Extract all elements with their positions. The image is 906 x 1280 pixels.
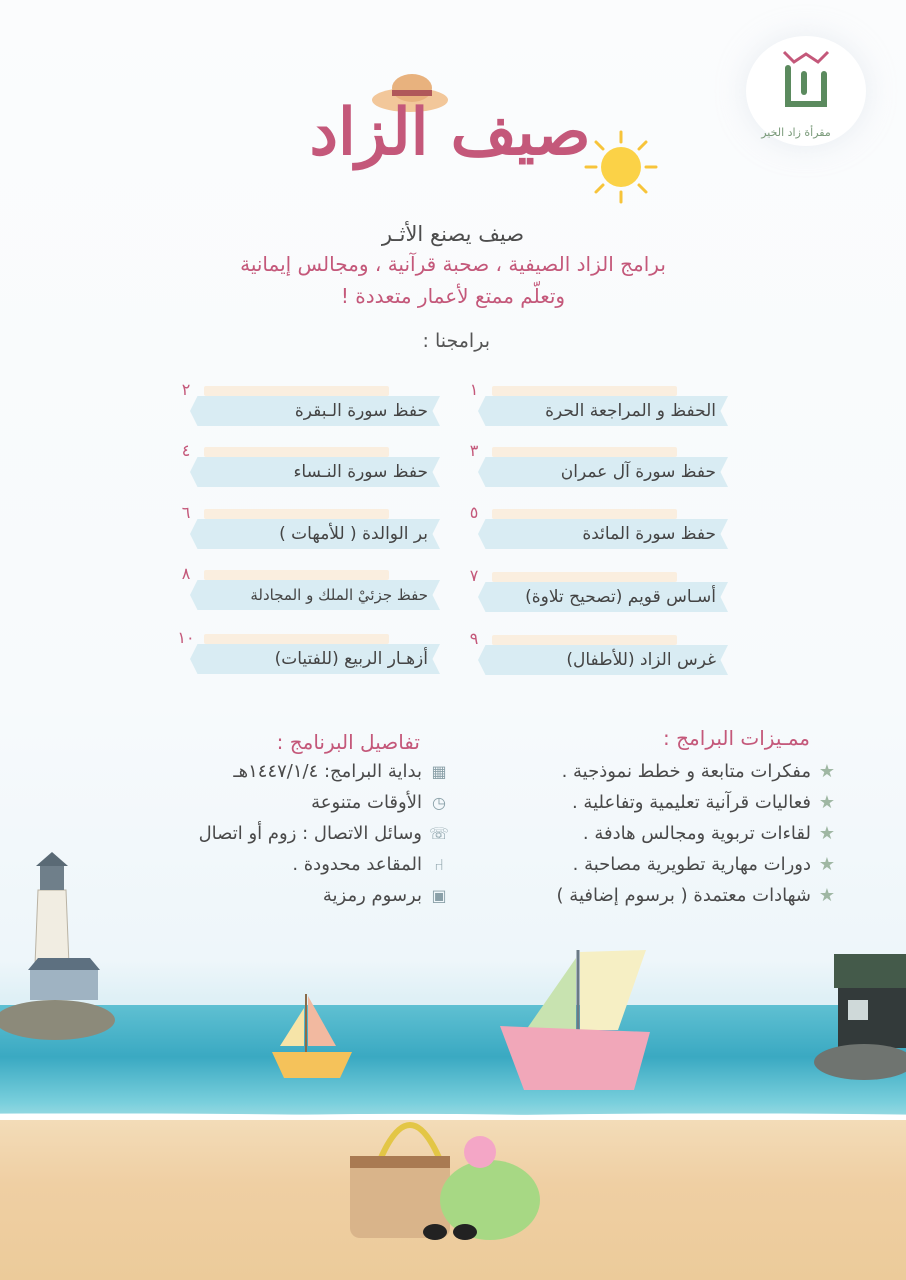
program-number: ٩ xyxy=(469,629,479,648)
logo xyxy=(746,36,866,146)
star-icon: ★ xyxy=(818,823,835,844)
intro-line-2: برامج الزاد الصيفية ، صحبة قرآنية ، ومجالس إيمانية xyxy=(240,252,666,276)
calendar-icon: ▦ xyxy=(431,762,447,781)
program-item xyxy=(469,441,728,487)
star-icon: ★ xyxy=(818,854,835,875)
clock-icon: ◷ xyxy=(432,793,446,812)
features-title: ممـيزات البرامج : xyxy=(663,726,810,750)
tagline: صيف يصنع الأثـر xyxy=(381,222,525,246)
beach-hut-illustration xyxy=(814,940,906,1080)
phone-icon: ☏ xyxy=(428,824,449,843)
lighthouse-illustration xyxy=(0,850,130,1040)
beach-bag-illustration xyxy=(340,1100,550,1250)
program-item xyxy=(181,380,440,426)
program-item xyxy=(177,628,440,674)
star-icon: ★ xyxy=(818,885,835,906)
details-list xyxy=(120,756,450,911)
program-label: الحفظ و المراجعة الحرة xyxy=(545,401,716,421)
sun-icon xyxy=(584,130,658,204)
program-number: ٧ xyxy=(469,566,479,585)
program-label: حفظ سورة النـساء xyxy=(293,462,428,482)
feature-item: ★فعاليات قرآنية تعليمية وتفاعلية . xyxy=(450,787,835,818)
program-item xyxy=(181,503,440,549)
money-icon: ▣ xyxy=(431,886,447,905)
programs-heading: برامجنا : xyxy=(422,330,490,352)
detail-item: ◷الأوقات متنوعة xyxy=(120,787,450,818)
program-label: غرس الزاد (للأطفال) xyxy=(566,650,716,670)
program-number: ١٠ xyxy=(177,628,195,647)
feature-item: ★لقاءات تربوية ومجالس هادفة . xyxy=(450,818,835,849)
detail-item: ▦بداية البرامج: ١٤٤٧/١/٤هـ xyxy=(120,756,450,787)
program-label: حفظ جزئيْ الملك و المجادلة xyxy=(250,586,428,604)
intro-line-3: وتعلّم ممتع لأعمار متعددة ! xyxy=(340,284,566,308)
feature-item: ★شهادات معتمدة ( برسوم إضافية ) xyxy=(450,880,835,911)
program-item xyxy=(469,380,728,426)
chair-icon: ⑁ xyxy=(434,855,444,874)
features-list xyxy=(450,756,835,911)
detail-item: ▣برسوم رمزية xyxy=(120,880,450,911)
program-label: حفظ سورة آل عمران xyxy=(560,462,716,482)
program-number: ٥ xyxy=(469,503,479,522)
program-label: بر الوالدة ( للأمهات ) xyxy=(279,524,428,544)
program-label: أزهـار الربيع (للفتيات) xyxy=(274,649,428,669)
details-title: تفاصيل البرنامج : xyxy=(276,730,420,754)
detail-item: ☏وسائل الاتصال : زوم أو اتصال xyxy=(120,818,450,849)
program-number: ٦ xyxy=(181,503,191,522)
program-number: ٨ xyxy=(181,564,191,583)
detail-item: ⑁المقاعد محدودة . xyxy=(120,849,450,880)
page-title: صيف الزاد xyxy=(309,95,591,170)
feature-item: ★مفكرات متابعة و خطط نموذجية . xyxy=(450,756,835,787)
program-item xyxy=(469,503,728,549)
program-label: حفظ سورة الـبقرة xyxy=(294,401,428,421)
feature-item: ★دورات مهارية تطويرية مصاحبة . xyxy=(450,849,835,880)
star-icon: ★ xyxy=(818,761,835,782)
program-number: ٢ xyxy=(181,380,191,399)
program-label: حفظ سورة المائدة xyxy=(582,524,716,544)
program-item xyxy=(181,564,440,610)
logo-caption: مقرأة زاد الخير xyxy=(761,126,831,139)
program-item xyxy=(469,629,728,675)
program-number: ١ xyxy=(469,380,479,399)
small-sailboat-illustration xyxy=(266,988,362,1084)
program-item xyxy=(181,441,440,487)
star-icon: ★ xyxy=(818,792,835,813)
program-label: أسـاس قويم (تصحيح تلاوة) xyxy=(525,587,716,607)
pink-sailboat-illustration xyxy=(496,944,656,1094)
program-item xyxy=(469,566,728,612)
logo-mark-icon xyxy=(776,44,836,124)
program-number: ٣ xyxy=(469,441,479,460)
program-number: ٤ xyxy=(181,441,191,460)
